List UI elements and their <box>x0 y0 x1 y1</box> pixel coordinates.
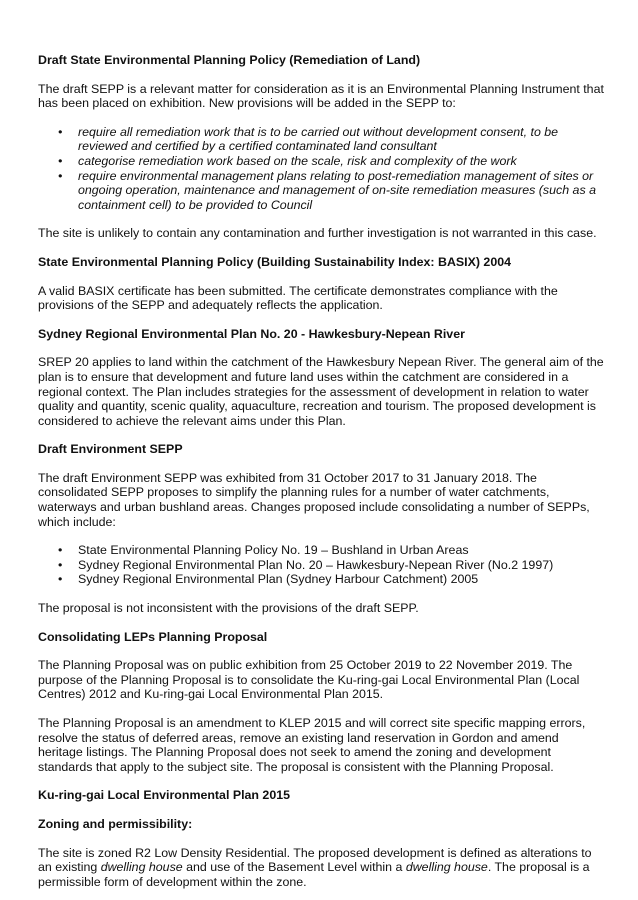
zoning-body <box>38 846 604 890</box>
list-item <box>38 154 604 169</box>
bullet-icon: • <box>58 124 63 139</box>
draft-environment-body: The draft Environment SEPP was exhibited from 31 October 2017 to 31 January 2018. The consolidated SEPP proposes to simplify the planning rules for a number of water catchments, waterways and urban bushland areas. Changes proposed include consolidating a number of SEPPs, which include: <box>38 470 590 529</box>
heading-zoning: Zoning and permissibility: <box>38 816 193 831</box>
list-item-text: require all remediation work that is to be carried out without development consent, to be reviewed and certified by a certified contaminated land consultant <box>78 124 559 154</box>
zoning-text-2: and use of the Basement Level within a <box>182 860 406 875</box>
list-item <box>38 125 604 154</box>
heading-klep-2015: Ku-ring-gai Local Environmental Plan 2015 <box>38 788 290 803</box>
list-item <box>38 572 604 587</box>
remediation-bullet-list <box>38 125 604 213</box>
bullet-icon: • <box>58 572 63 587</box>
heading-srep20: Sydney Regional Environmental Plan No. 20 - Hawkesbury-Nepean River <box>38 326 465 341</box>
leps-paragraph-2: The Planning Proposal is an amendment to KLEP 2015 and will correct site specific mapping errors, resolve the status of deferred areas, remove an existing land reservation in Gordon and amend heritage listings. The Planning Proposal does not seek to amend the zoning and development standards that apply to the subject site. The proposal is consistent with the Planning Proposal. <box>38 716 586 774</box>
list-item <box>38 543 604 558</box>
leps-paragraph-1: The Planning Proposal was on public exhibition from 25 October 2019 to 22 November 2019. The purpose of the Planning Proposal is to consolidate the Ku-ring-gai Local Environmental Plan (Local Centres) 2012 and Ku-ring-gai Local Environmental Plan 2015. <box>38 658 580 702</box>
heading-remediation: Draft State Environmental Planning Policy (Remediation of Land) <box>38 53 421 67</box>
zoning-italic-2: dwelling house <box>405 860 488 875</box>
remediation-conclusion: The site is unlikely to contain any contamination and further investigation is not warranted in this case. <box>38 226 597 241</box>
list-item-text: State Environmental Planning Policy No. 19 – Bushland in Urban Areas <box>78 543 469 558</box>
sepp-bullet-list <box>38 543 604 587</box>
remediation-intro: The draft SEPP is a relevant matter for consideration as it is an Environmental Planning Instrument that has been placed on exhibition. New provisions will be added in the SEPP to: <box>38 81 604 111</box>
draft-environment-conclusion: The proposal is not inconsistent with the provisions of the draft SEPP. <box>38 601 419 616</box>
bullet-icon: • <box>58 557 63 572</box>
list-item-text: Sydney Regional Environmental Plan No. 20 – Hawkesbury-Nepean River (No.2 1997) <box>78 557 554 572</box>
list-item-text: categorise remediation work based on the scale, risk and complexity of the work <box>78 153 517 168</box>
heading-draft-environment-sepp: Draft Environment SEPP <box>38 442 183 457</box>
bullet-icon: • <box>58 153 63 168</box>
list-item <box>38 558 604 573</box>
document-page <box>38 50 604 889</box>
bullet-icon: • <box>58 543 63 558</box>
zoning-text-3: . The proposal is a permissible form of development within the zone. <box>38 860 590 889</box>
list-item <box>38 169 604 213</box>
srep20-body: SREP 20 applies to land within the catchment of the Hawkesbury Nepean River. The general aim of the plan is to ensure that development and future land uses within the catchment are considered in a regional context. The Plan includes strategies for the assessment of development in relation to water quality and quantity, scenic quality, aquaculture, recreation and tourism. The proposed development is considered to achieve the relevant aims under this Plan. <box>38 355 604 428</box>
zoning-italic-1: dwelling house <box>100 860 183 875</box>
basix-body: A valid BASIX certificate has been submitted. The certificate demonstrates compliance with the provisions of the SEPP and adequately reflects the application. <box>38 283 558 313</box>
list-item-text: require environmental management plans relating to post-remediation management of sites or ongoing operation, maintenance and management of on-site remediation measures (such as a containment cell) to be provided to Council <box>78 168 596 212</box>
list-item-text: Sydney Regional Environmental Plan (Sydney Harbour Catchment) 2005 <box>78 572 479 587</box>
heading-basix: State Environmental Planning Policy (Building Sustainability Index: BASIX) 2004 <box>38 254 511 269</box>
bullet-icon: • <box>58 168 63 183</box>
heading-consolidating-leps: Consolidating LEPs Planning Proposal <box>38 629 268 644</box>
zoning-text-1: The site is zoned R2 Low Density Residential. The proposed development is defined as alterations to an existing <box>38 845 592 875</box>
